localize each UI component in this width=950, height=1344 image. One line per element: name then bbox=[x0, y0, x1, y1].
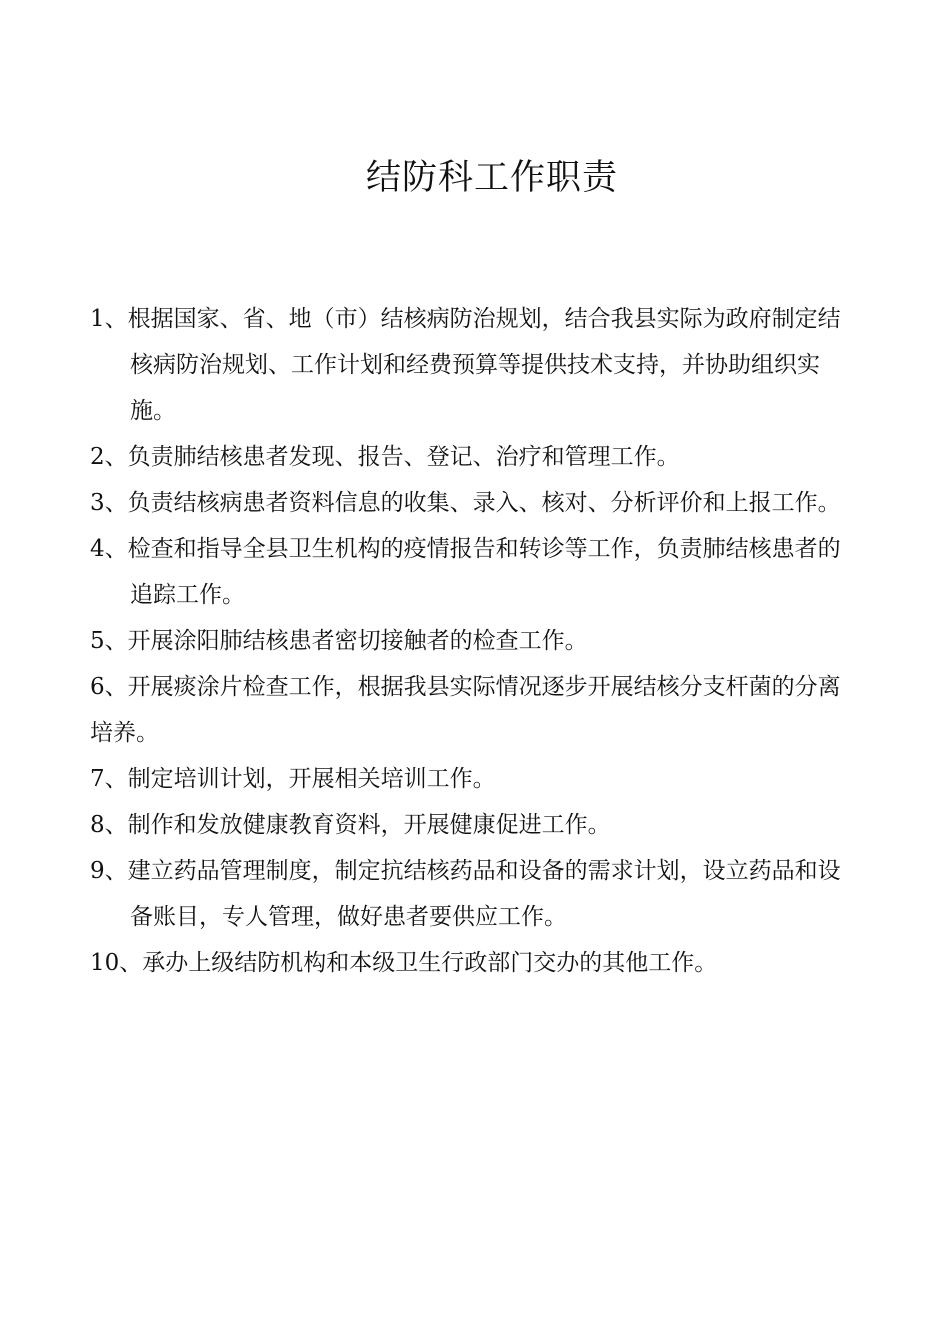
list-item: 7、制定培训计划，开展相关培训工作。 bbox=[90, 766, 496, 792]
list-item: 6、开展痰涂片检查工作，根据我县实际情况逐步开展结核分支杆菌的分离培养。 bbox=[90, 674, 841, 746]
list-item: 1、根据国家、省、地（市）结核病防治规划，结合我县实际为政府制定结核病防治规划、工作计划和经费预算等提供技术支持，并协助组织实施。 bbox=[90, 306, 841, 424]
list-item: 10、承办上级结防机构和本级卫生行政部门交办的其他工作。 bbox=[90, 950, 718, 976]
list-item: 2、负责肺结核患者发现、报告、登记、治疗和管理工作。 bbox=[90, 444, 680, 470]
list-item: 4、检查和指导全县卫生机构的疫情报告和转诊等工作，负责肺结核患者的追踪工作。 bbox=[90, 536, 841, 608]
list-item: 3、负责结核病患者资料信息的收集、录入、核对、分析评价和上报工作。 bbox=[90, 490, 841, 516]
document-title: 结防科工作职责 bbox=[365, 158, 618, 198]
list-item: 8、制作和发放健康教育资料，开展健康促进工作。 bbox=[90, 812, 611, 838]
duty-list bbox=[90, 296, 862, 986]
list-item: 5、开展涂阳肺结核患者密切接触者的检查工作。 bbox=[90, 628, 588, 654]
list-item: 9、建立药品管理制度，制定抗结核药品和设备的需求计划，设立药品和设备账目，专人管理，做好患者要供应工作。 bbox=[90, 858, 841, 930]
